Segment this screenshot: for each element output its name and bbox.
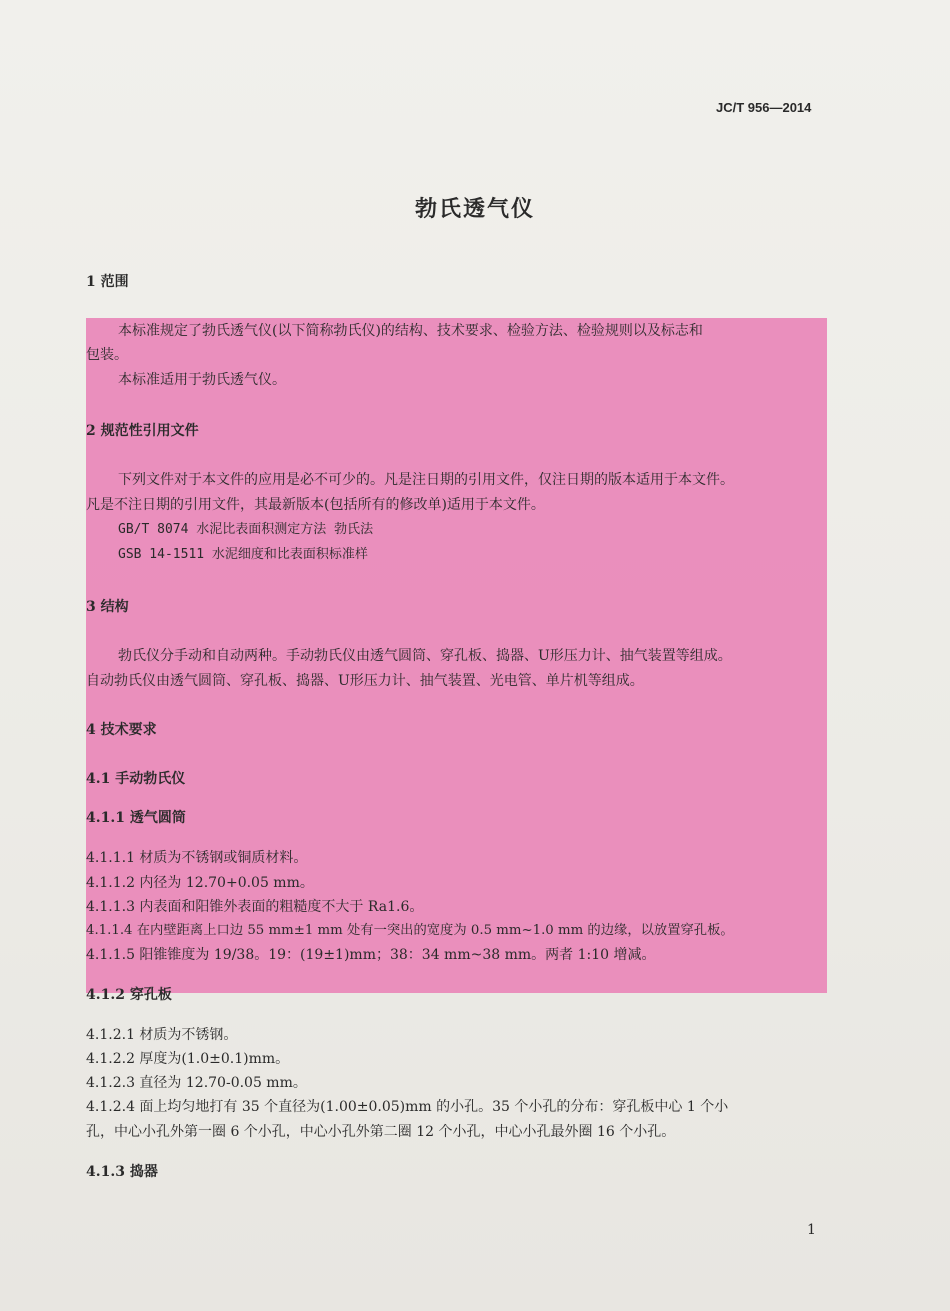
reference-gbt-8074: GB/T 8074 水泥比表面积测定方法 勃氏法	[118, 522, 374, 537]
section-1-paragraph-1b: 包装。	[86, 347, 128, 363]
clause-4-1-2-4b: 孔，中心小孔外第一圈 6 个小孔，中心小孔外第二圈 12 个小孔，中心小孔最外圈 16 个小孔。	[86, 1124, 676, 1140]
page-number: 1	[807, 1222, 816, 1238]
document-title: 勃氏透气仪	[414, 196, 535, 222]
section-1-paragraph-1a: 本标准规定了勃氏透气仪(以下简称勃氏仪)的结构、技术要求、检验方法、检验规则以及标志和	[118, 323, 703, 339]
clause-4-1-1-3: 4.1.1.3 内表面和阳锥外表面的粗糙度不大于 Ra1.6。	[86, 899, 424, 915]
clause-4-1-1-1: 4.1.1.1 材质为不锈钢或铜质材料。	[86, 850, 308, 866]
section-1-paragraph-2: 本标准适用于勃氏透气仪。	[118, 372, 286, 388]
section-3-paragraph-1b: 自动勃氏仪由透气圆筒、穿孔板、捣器、U形压力计、抽气装置、光电管、单片机等组成。	[86, 673, 644, 689]
section-4-1-heading: 4.1 手动勃氏仪	[86, 771, 186, 787]
section-4-heading: 4 技术要求	[86, 722, 157, 738]
section-3-heading: 3 结构	[86, 599, 129, 615]
section-1-heading: 1 范围	[86, 274, 129, 290]
section-4-1-2-heading: 4.1.2 穿孔板	[86, 987, 172, 1003]
standard-code: JC/T 956—2014	[716, 100, 812, 115]
clause-4-1-1-2: 4.1.1.2 内径为 12.70+0.05 mm。	[86, 875, 314, 891]
section-2-paragraph-1b: 凡是不注日期的引用文件，其最新版本(包括所有的修改单)适用于本文件。	[86, 497, 545, 513]
section-2-heading: 2 规范性引用文件	[86, 423, 199, 439]
reference-gsb-14-1511: GSB 14-1511 水泥细度和比表面积标准样	[118, 547, 368, 562]
clause-4-1-1-4: 4.1.1.4 在内壁距离上口边 55 mm±1 mm 处有一突出的宽度为 0.5 mm~1.0 mm 的边缘，以放置穿孔板。	[86, 923, 734, 938]
clause-4-1-1-5: 4.1.1.5 阳锥锥度为 19/38。19：(19±1)mm；38：34 mm~38 mm。两者 1:10 增减。	[86, 947, 656, 963]
clause-4-1-2-4a: 4.1.2.4 面上均匀地打有 35 个直径为(1.00±0.05)mm 的小孔。35 个小孔的分布：穿孔板中心 1 个小	[86, 1099, 729, 1115]
section-4-1-3-heading: 4.1.3 捣器	[86, 1164, 158, 1180]
clause-4-1-2-3: 4.1.2.3 直径为 12.70-0.05 mm。	[86, 1075, 307, 1091]
section-4-1-1-heading: 4.1.1 透气圆筒	[86, 810, 186, 826]
clause-4-1-2-1: 4.1.2.1 材质为不锈钢。	[86, 1027, 238, 1043]
section-3-paragraph-1a: 勃氏仪分手动和自动两种。手动勃氏仪由透气圆筒、穿孔板、捣器、U形压力计、抽气装置等组成。	[118, 648, 732, 664]
clause-4-1-2-2: 4.1.2.2 厚度为(1.0±0.1)mm。	[86, 1051, 290, 1067]
section-2-paragraph-1a: 下列文件对于本文件的应用是必不可少的。凡是注日期的引用文件，仅注日期的版本适用于本文件。	[118, 472, 734, 488]
